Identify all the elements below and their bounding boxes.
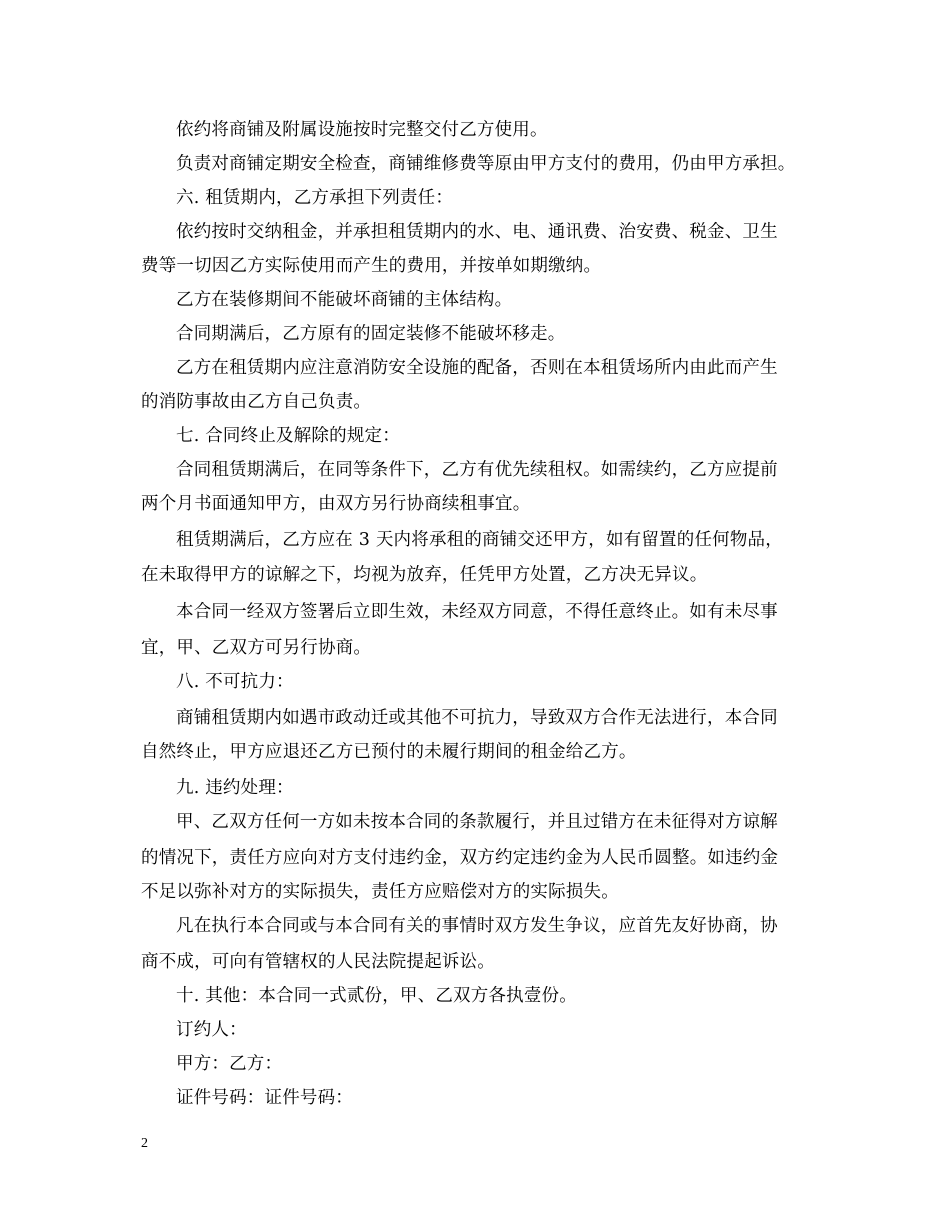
text-line: 甲方：乙方： [176, 1054, 283, 1074]
section-heading: 六. 租赁期内，乙方承担下列责任： [176, 188, 454, 208]
section-heading: 七. 合同终止及解除的规定： [176, 426, 400, 446]
text-line: 订约人： [176, 1020, 247, 1040]
text-line: 本合同一经双方签署后立即生效，未经双方同意，不得任意终止。如有未尽事 [176, 602, 778, 622]
text-line: 商铺租赁期内如遇市政动迁或其他不可抗力，导致双方合作无法进行，本合同 [176, 708, 778, 728]
text-line: 费等一切因乙方实际使用而产生的费用，并按单如期缴纳。 [141, 256, 602, 276]
section-heading: 九. 违约处理： [176, 778, 294, 798]
text-line: 的消防事故由乙方自己负责。 [141, 392, 372, 412]
text-line: 不足以弥补对方的实际损失，责任方应赔偿对方的实际损失。 [141, 882, 619, 902]
section-heading: 八. 不可抗力： [176, 672, 294, 692]
text-line: 两个月书面通知甲方，由双方另行协商续租事宜。 [141, 494, 531, 514]
text-line: 在未取得甲方的谅解之下，均视为放弃，任凭甲方处置，乙方决无异议。 [141, 565, 708, 585]
text-line: 商不成，可向有管辖权的人民法院提起诉讼。 [141, 952, 495, 972]
text-line: 证件号码：证件号码： [176, 1088, 353, 1108]
text-line: 乙方在租赁期内应注意消防安全设施的配备，否则在本租赁场所内由此而产生 [176, 358, 778, 378]
text-line: 合同租赁期满后，在同等条件下，乙方有优先续租权。如需续约，乙方应提前 [176, 460, 778, 480]
text-line: 负责对商铺定期安全检查，商铺维修费等原由甲方支付的费用，仍由甲方承担。 [176, 154, 796, 174]
text-line: 依约将商铺及附属设施按时完整交付乙方使用。 [176, 120, 548, 140]
section-heading: 十. 其他：本合同一式贰份，甲、乙双方各执壹份。 [176, 986, 577, 1006]
text-line: 凡在执行本合同或与本合同有关的事情时双方发生争议，应首先友好协商，协 [176, 916, 778, 936]
text-line: 宜，甲、乙双方可另行协商。 [141, 638, 372, 658]
text-line: 依约按时交纳租金，并承担租赁期内的水、电、通讯费、治安费、税金、卫生 [176, 222, 778, 242]
text-line: 租赁期满后，乙方应在 3 天内将承租的商铺交还甲方，如有留置的任何物品， [176, 530, 783, 550]
page-number: 2 [141, 1136, 148, 1151]
text-line: 的情况下，责任方应向对方支付违约金，双方约定违约金为人民币圆整。如违约金 [141, 848, 779, 868]
text-line: 自然终止，甲方应退还乙方已预付的未履行期间的租金给乙方。 [141, 742, 637, 762]
text-line: 合同期满后，乙方原有的固定装修不能破坏移走。 [176, 324, 566, 344]
text-line: 甲、乙双方任何一方如未按本合同的条款履行，并且过错方在未征得对方谅解 [176, 812, 778, 832]
text-line: 乙方在装修期间不能破坏商铺的主体结构。 [176, 290, 513, 310]
